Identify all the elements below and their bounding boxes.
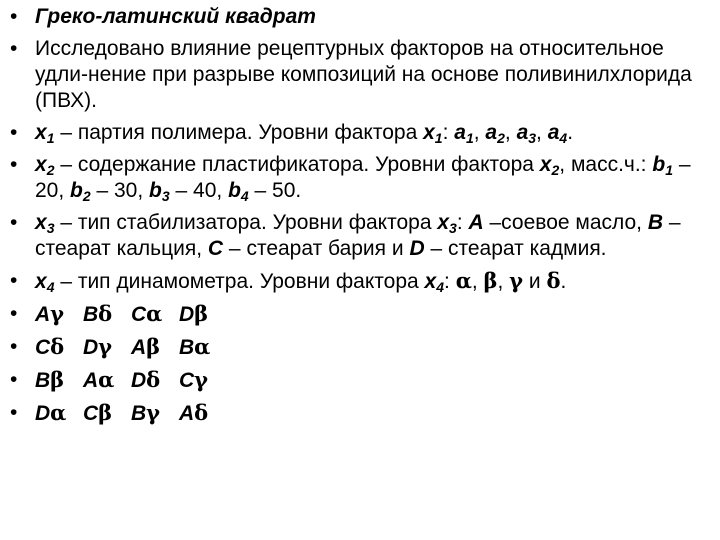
- bullet-intro: [10, 36, 710, 114]
- x2-level-2-value: – 30: [90, 179, 138, 202]
- period: .: [295, 179, 302, 202]
- bullet-x3: [10, 210, 710, 262]
- x3-level-c-text: – стеарат бария и: [223, 237, 410, 260]
- slide-title: Греко-латинский квадрат: [35, 5, 316, 28]
- bullet-icon: •: [10, 269, 18, 292]
- square-row-2: [10, 334, 710, 361]
- square-cell: Dδ: [131, 367, 161, 392]
- square-cell: Cδ: [35, 334, 65, 359]
- period: .: [567, 121, 574, 144]
- square-cell: Aγ: [35, 301, 65, 326]
- square-cell: Dγ: [83, 334, 113, 359]
- sep: ,: [471, 270, 484, 293]
- bullet-icon: •: [10, 302, 18, 325]
- x4-colon: :: [444, 270, 456, 293]
- square-cell: Dα: [35, 400, 67, 425]
- intro-text: Исследовано влияние рецептурных факторов на относительное удли-нение при разрыве композиций на основе поливинилхлорида (ПВХ).: [35, 37, 692, 112]
- x3-level-a-text: –соевое масло,: [483, 211, 648, 234]
- square-row-4: [10, 400, 710, 427]
- square-cell: Aβ: [131, 334, 161, 359]
- bullet-icon: •: [10, 121, 18, 144]
- x3-level-a: A: [468, 211, 484, 234]
- x2-level-2: $b_2$: [70, 179, 91, 204]
- square-cell: Bγ: [131, 400, 161, 425]
- sep: ,: [58, 179, 71, 202]
- bullet-icon: •: [10, 401, 18, 424]
- sep: ,: [216, 179, 229, 202]
- x3-colon: :: [456, 211, 469, 234]
- x3-level-b-text: – стеарат кальция,: [35, 211, 681, 260]
- square-row-1: [10, 301, 710, 328]
- x2-level-4: $b_4$: [228, 179, 249, 204]
- x4-var: $x_4$: [35, 270, 55, 295]
- x1-level-1: $a_1$: [454, 121, 474, 146]
- square-cell: Aδ: [179, 400, 209, 425]
- bullet-x2: [10, 152, 710, 204]
- x3-level-d-text: – стеарат кадмия.: [424, 237, 607, 260]
- bullet-icon: •: [10, 211, 18, 234]
- x2-level-1-value: – 20: [35, 153, 691, 202]
- x4-level-gamma: γ: [509, 268, 524, 293]
- x3-var-ref: $x_3$: [437, 211, 457, 236]
- bullet-icon: •: [10, 368, 18, 391]
- x2-text: – содержание пластификатора. Уровни фактора: [54, 153, 540, 176]
- bullet-icon: •: [10, 5, 18, 28]
- bullet-icon: •: [10, 153, 18, 176]
- square-cell: Cγ: [179, 367, 209, 392]
- sep: ,: [504, 121, 517, 144]
- square-cell: Cα: [131, 301, 163, 326]
- period: .: [560, 270, 567, 293]
- x2-var: $x_2$: [35, 153, 55, 178]
- x1-level-4: $a_4$: [547, 121, 568, 146]
- bullet-icon: •: [10, 37, 18, 60]
- x4-var-ref: $x_4$: [424, 270, 445, 295]
- x1-level-3: $a_3$: [516, 121, 537, 146]
- x2-level-4-value: – 50: [248, 179, 296, 202]
- x3-level-b: B: [647, 211, 664, 234]
- x1-colon: :: [442, 121, 455, 144]
- x4-level-alpha: α: [455, 268, 472, 293]
- sep: ,: [473, 121, 486, 144]
- bullet-x4: [10, 268, 710, 295]
- x2-level-3-value: – 40: [169, 179, 217, 202]
- x4-level-delta: δ: [546, 268, 561, 293]
- x4-level-beta: β: [483, 268, 498, 293]
- x2-level-1: $b_1$: [652, 153, 673, 178]
- bullet-list: [10, 4, 710, 433]
- x3-text: – тип стабилизатора. Уровни фактора: [54, 211, 438, 234]
- bullet-x1: [10, 120, 710, 146]
- bullet-title: [10, 4, 710, 30]
- square-row-3: [10, 367, 710, 394]
- square-cell: Dβ: [179, 301, 209, 326]
- x2-level-3: $b_3$: [149, 179, 170, 204]
- x1-var: $x_1$: [35, 121, 55, 146]
- sep: ,: [137, 179, 150, 202]
- square-cell: Bδ: [83, 301, 113, 326]
- x3-level-d: D: [409, 237, 425, 260]
- and-text: и: [523, 270, 547, 293]
- x1-level-2: $a_2$: [485, 121, 505, 146]
- x2-var-ref: $x_2$: [539, 153, 560, 178]
- x3-var: $x_3$: [35, 211, 55, 236]
- square-cell: Bβ: [35, 367, 65, 392]
- sep: ,: [536, 121, 548, 144]
- x1-text: – партия полимера. Уровни фактора: [54, 121, 424, 144]
- x3-level-c: C: [207, 237, 224, 260]
- square-cell: Cβ: [83, 400, 113, 425]
- square-cell: Aα: [83, 367, 115, 392]
- x1-var-ref: $x_1$: [423, 121, 443, 146]
- sep: ,: [497, 270, 510, 293]
- x2-suffix: , масс.ч.:: [559, 153, 653, 176]
- x4-text: – тип динамометра. Уровни фактора: [54, 270, 425, 293]
- square-cell: Bα: [179, 334, 211, 359]
- bullet-icon: •: [10, 335, 18, 358]
